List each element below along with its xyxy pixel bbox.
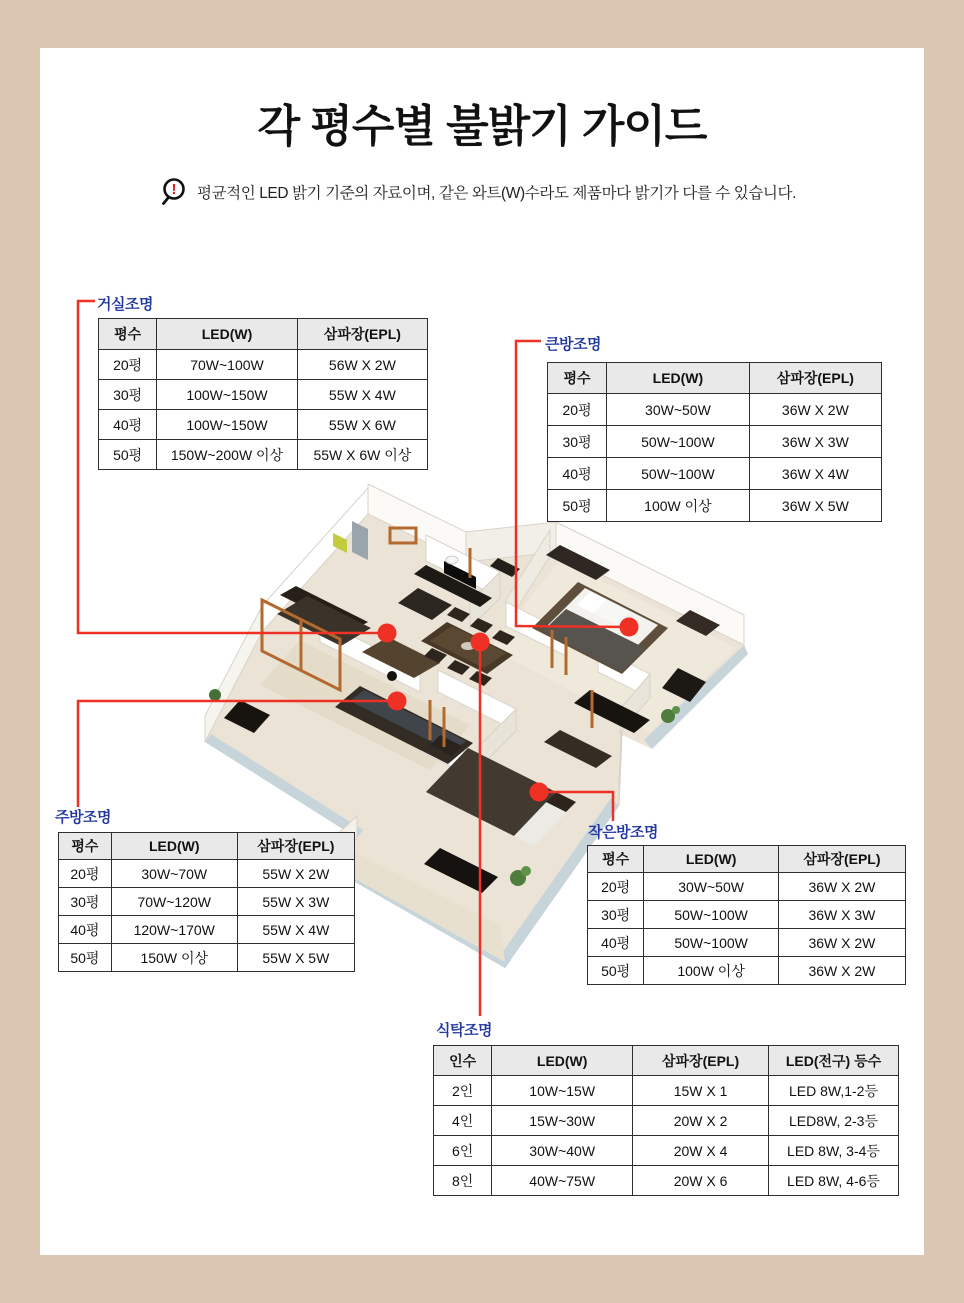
table-cell: LED 8W,1-2등 (768, 1076, 898, 1106)
table-cell: 30W~40W (492, 1136, 633, 1166)
table-cell: 20W X 2 (633, 1106, 769, 1136)
table-cell: 150W 이상 (111, 944, 237, 972)
table-cell: 15W~30W (492, 1106, 633, 1136)
table-cell: 55W X 4W (237, 916, 354, 944)
column-header: LED(W) (492, 1046, 633, 1076)
table-cell: 36W X 5W (749, 490, 881, 522)
column-header: 삼파장(EPL) (297, 319, 427, 350)
table-cell: 36W X 2W (778, 929, 905, 957)
kitchen-table (58, 832, 355, 972)
table-row (434, 1076, 899, 1106)
table-cell: 40평 (588, 929, 644, 957)
table-cell: 120W~170W (111, 916, 237, 944)
column-header: 평수 (588, 846, 644, 873)
table-cell: 55W X 6W (297, 410, 427, 440)
dining-dot (471, 633, 490, 652)
table-cell: 50W~100W (607, 458, 750, 490)
kitchen-table-label: 주방조명 (55, 809, 111, 826)
table-cell: 40W~75W (492, 1166, 633, 1196)
column-header: LED(W) (644, 846, 779, 873)
column-header: 삼파장(EPL) (778, 846, 905, 873)
table-cell: 20W X 6 (633, 1166, 769, 1196)
table-cell: 50평 (99, 440, 157, 470)
table-cell: 20평 (548, 394, 607, 426)
table-cell: 6인 (434, 1136, 492, 1166)
disclaimer-text: 평균적인 LED 밝기 기준의 자료이며, 같은 와트(W)수라도 제품마다 밝기가 다를 수 있습니다. (197, 185, 796, 202)
table-row (59, 944, 355, 972)
table-cell: 36W X 2W (778, 873, 905, 901)
table-cell: 30평 (59, 888, 112, 916)
table-row (548, 458, 882, 490)
table-cell: 56W X 2W (297, 350, 427, 380)
table-cell: 30W~50W (644, 873, 779, 901)
table-cell: 70W~100W (157, 350, 297, 380)
table-row (59, 916, 355, 944)
big-room-table-label: 큰방조명 (545, 336, 601, 353)
page-title: 각 평수별 불밝기 가이드 (257, 102, 707, 151)
warning-magnifier-icon (160, 177, 190, 207)
column-header: LED(W) (111, 833, 237, 860)
small-room-table-label: 작은방조명 (588, 824, 658, 841)
column-header: 평수 (548, 363, 607, 394)
table-row (588, 873, 906, 901)
table-cell: 100W~150W (157, 380, 297, 410)
table-header-row (99, 319, 428, 350)
table-row (434, 1166, 899, 1196)
table-cell: 50평 (588, 957, 644, 985)
column-header: 인수 (434, 1046, 492, 1076)
table-row (99, 380, 428, 410)
table-cell: 50W~100W (644, 929, 779, 957)
column-header: LED(W) (607, 363, 750, 394)
table-cell: 20평 (588, 873, 644, 901)
table-header-row (434, 1046, 899, 1076)
table-row (588, 957, 906, 985)
table-cell: 50W~100W (607, 426, 750, 458)
table-cell: LED8W, 2-3등 (768, 1106, 898, 1136)
table-cell: LED 8W, 3-4등 (768, 1136, 898, 1166)
table-cell: 100W 이상 (644, 957, 779, 985)
table-cell: 15W X 1 (633, 1076, 769, 1106)
table-cell: 50평 (548, 490, 607, 522)
table-cell: 30W~50W (607, 394, 750, 426)
table-cell: 36W X 3W (778, 901, 905, 929)
table-row (99, 410, 428, 440)
big-room-dot (620, 618, 639, 637)
table-cell: 55W X 4W (297, 380, 427, 410)
column-header: 평수 (99, 319, 157, 350)
table-cell: 70W~120W (111, 888, 237, 916)
table-cell: 55W X 6W 이상 (297, 440, 427, 470)
table-cell: 50W~100W (644, 901, 779, 929)
table-row (588, 901, 906, 929)
table-cell: 55W X 2W (237, 860, 354, 888)
column-header: LED(전구) 등수 (768, 1046, 898, 1076)
living-room-dot (378, 624, 397, 643)
table-cell: 30평 (99, 380, 157, 410)
table-row (434, 1106, 899, 1136)
table-cell: 40평 (99, 410, 157, 440)
table-cell: 30평 (548, 426, 607, 458)
table-row (99, 440, 428, 470)
table-cell: 2인 (434, 1076, 492, 1106)
table-row (588, 929, 906, 957)
table-row (434, 1136, 899, 1166)
table-header-row (588, 846, 906, 873)
small-room-dot (530, 783, 549, 802)
kitchen-dot (388, 692, 407, 711)
column-header: 삼파장(EPL) (633, 1046, 769, 1076)
column-header: 평수 (59, 833, 112, 860)
table-header-row (59, 833, 355, 860)
table-cell: 150W~200W 이상 (157, 440, 297, 470)
table-cell: 36W X 2W (778, 957, 905, 985)
table-cell: 55W X 3W (237, 888, 354, 916)
table-cell: 30평 (588, 901, 644, 929)
table-cell: 4인 (434, 1106, 492, 1136)
living-room-table-label: 거실조명 (97, 296, 153, 313)
table-cell: 40평 (59, 916, 112, 944)
table-cell: 36W X 4W (749, 458, 881, 490)
disclaimer (160, 177, 860, 207)
column-header: LED(W) (157, 319, 297, 350)
table-row (548, 394, 882, 426)
table-row (59, 860, 355, 888)
table-row (548, 490, 882, 522)
table-cell: 20평 (59, 860, 112, 888)
table-cell: 55W X 5W (237, 944, 354, 972)
table-cell: 36W X 2W (749, 394, 881, 426)
table-header-row (548, 363, 882, 394)
table-row (548, 426, 882, 458)
table-cell: 8인 (434, 1166, 492, 1196)
table-cell: 20평 (99, 350, 157, 380)
small-room-table (587, 845, 906, 985)
table-cell: 100W 이상 (607, 490, 750, 522)
column-header: 삼파장(EPL) (237, 833, 354, 860)
table-cell: 30W~70W (111, 860, 237, 888)
column-header: 삼파장(EPL) (749, 363, 881, 394)
table-row (99, 350, 428, 380)
table-cell: LED 8W, 4-6등 (768, 1166, 898, 1196)
table-cell: 100W~150W (157, 410, 297, 440)
table-cell: 20W X 4 (633, 1136, 769, 1166)
table-cell: 36W X 3W (749, 426, 881, 458)
svg-text:!: ! (171, 181, 177, 198)
living-room-table (98, 318, 428, 470)
table-cell: 40평 (548, 458, 607, 490)
table-cell: 50평 (59, 944, 112, 972)
big-room-table (547, 362, 882, 522)
dining-table (433, 1045, 899, 1196)
table-row (59, 888, 355, 916)
table-cell: 10W~15W (492, 1076, 633, 1106)
dining-table-label: 식탁조명 (436, 1022, 492, 1039)
